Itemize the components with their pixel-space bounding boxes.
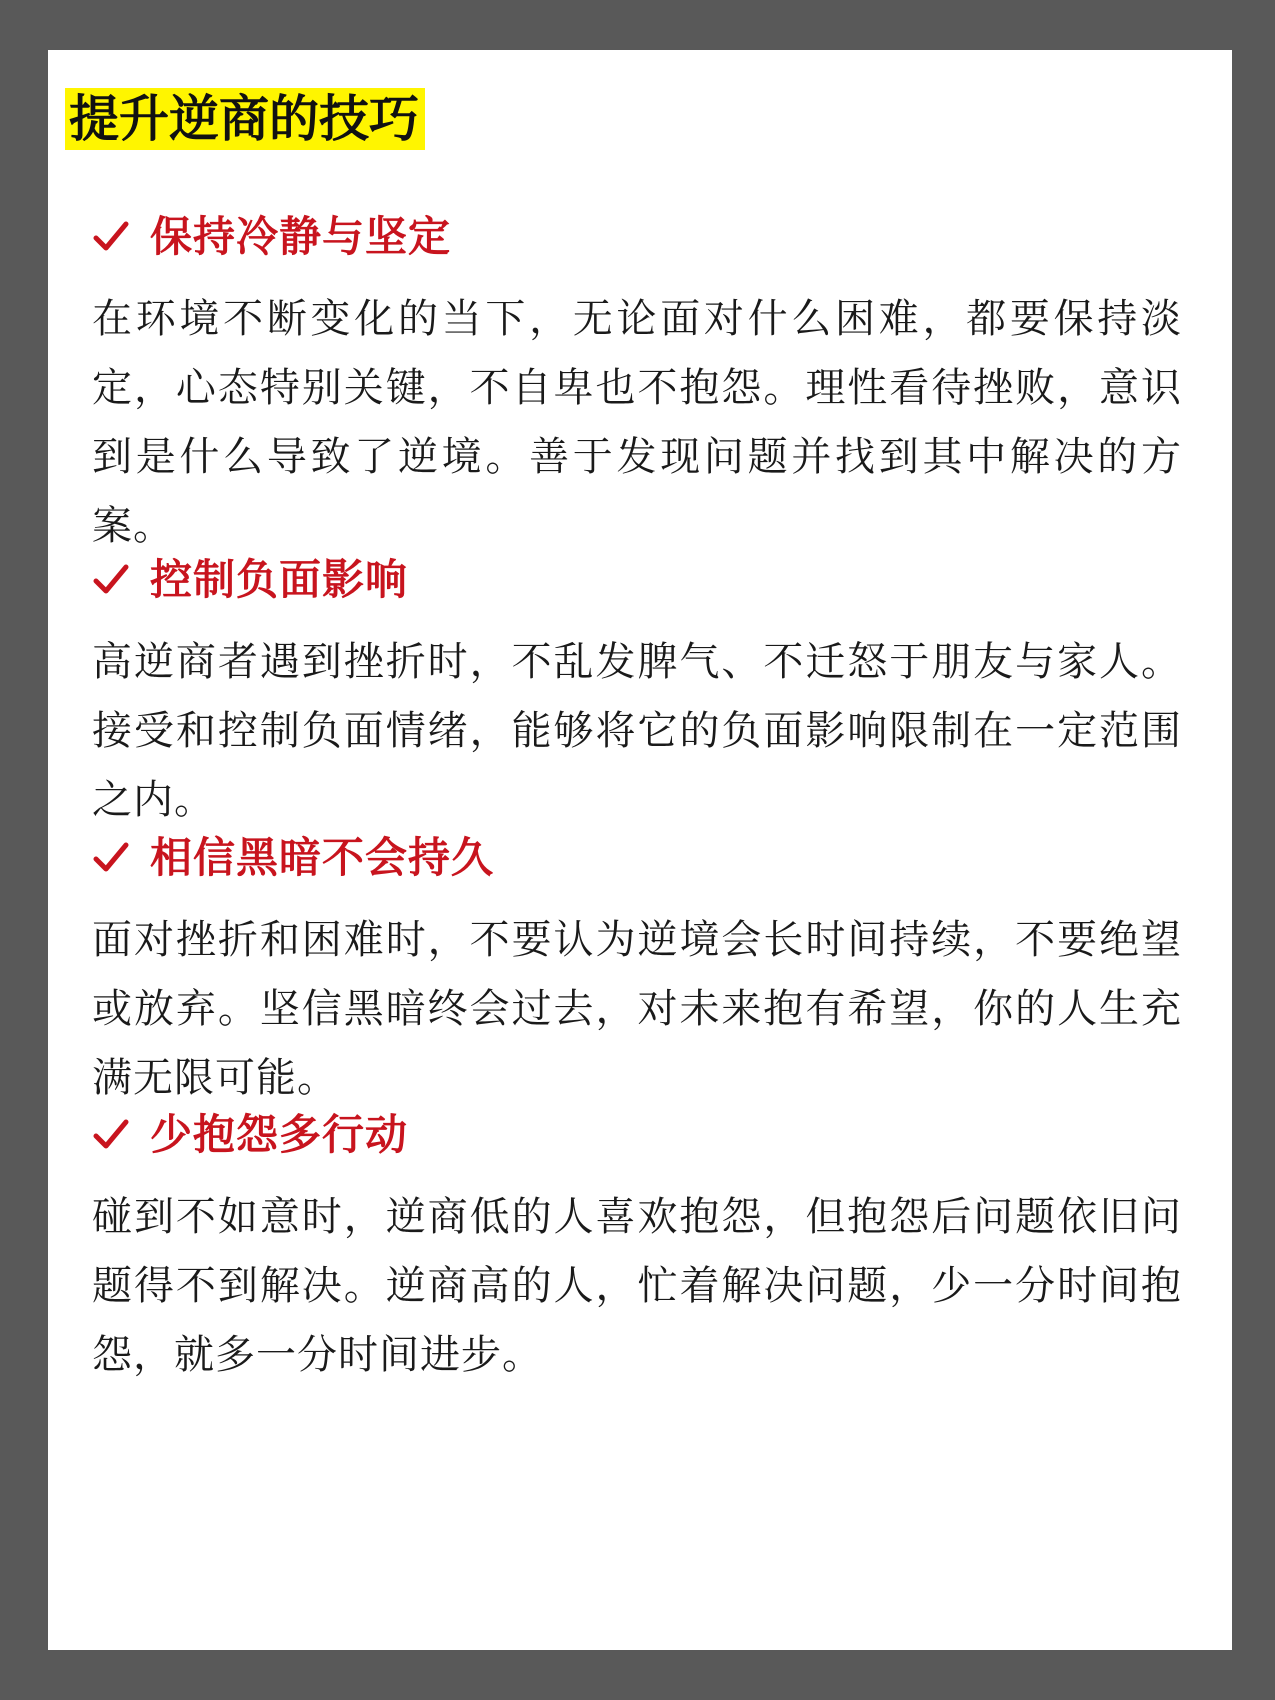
section-darkness-passes (92, 828, 1182, 1113)
check-icon (92, 1115, 150, 1155)
content-card (48, 50, 1232, 1650)
section-heading-text: 控制负面影响 (150, 555, 409, 604)
section-body: 在环境不断变化的当下，无论面对什么困难，都要保持淡定，心态特别关键，不自卑也不抱怨。理性看待挫败，意识到是什么导致了逆境。善于发现问题并找到其中解决的方案。 (92, 296, 1182, 549)
section-heading-text: 相信黑暗不会持久 (150, 833, 495, 882)
section-act-more (92, 1105, 1182, 1390)
section-control-negative (92, 550, 1182, 835)
section-body: 面对挫折和困难时，不要认为逆境会长时间持续，不要绝望或放弃。坚信黑暗终会过去，对未来抱有希望，你的人生充满无限可能。 (92, 917, 1182, 1101)
section-heading-text: 保持冷静与坚定 (150, 212, 452, 261)
check-icon (92, 838, 150, 878)
section-body: 碰到不如意时，逆商低的人喜欢抱怨，但抱怨后问题依旧问题得不到解决。逆商高的人，忙着解决问题，少一分时间抱怨，就多一分时间进步。 (92, 1194, 1182, 1378)
section-heading-text: 少抱怨多行动 (150, 1110, 409, 1159)
section-heading (92, 828, 1182, 888)
page-title: 提升逆商的技巧 (65, 88, 425, 150)
check-icon (92, 217, 150, 257)
section-heading (92, 207, 1182, 267)
check-icon (92, 560, 150, 600)
section-keep-calm (92, 207, 1182, 561)
section-heading (92, 550, 1182, 610)
section-heading (92, 1105, 1182, 1165)
section-body: 高逆商者遇到挫折时，不乱发脾气、不迁怒于朋友与家人。接受和控制负面情绪，能够将它的负面影响限制在一定范围之内。 (92, 639, 1182, 823)
